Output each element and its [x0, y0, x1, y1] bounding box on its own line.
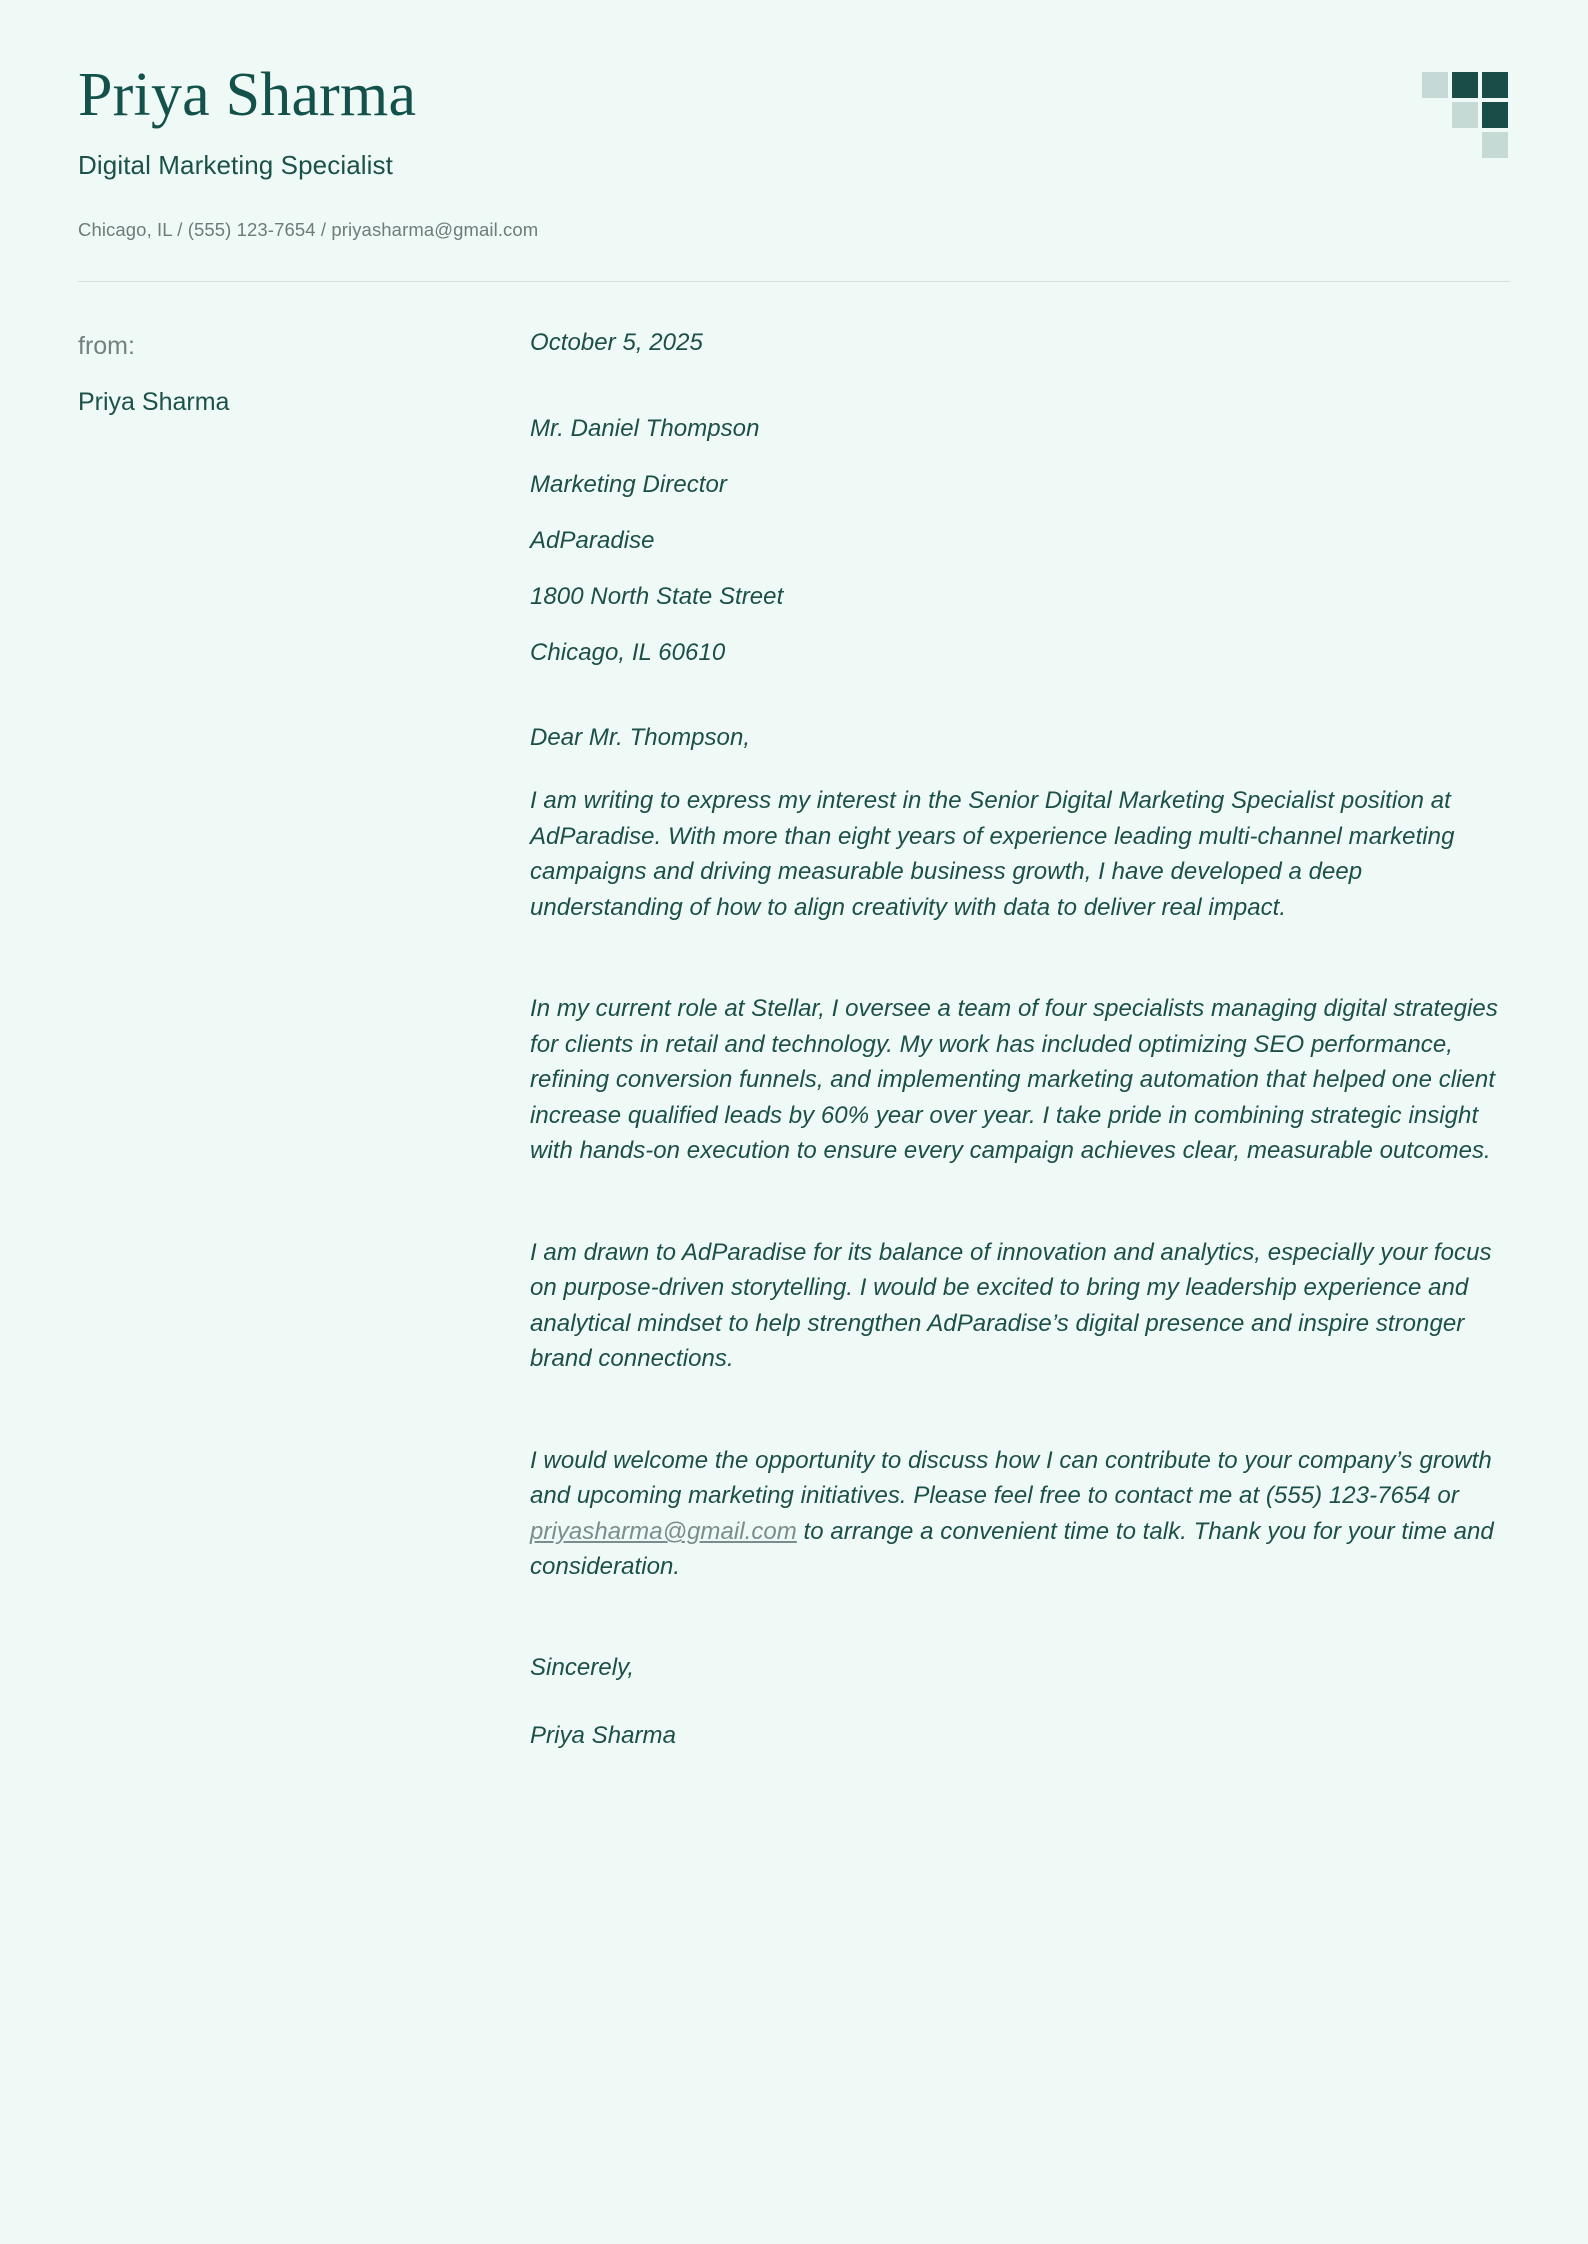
signature-name: Priya Sharma [530, 1721, 676, 1749]
sender-column [78, 326, 530, 1754]
recipient-street: 1800 North State Street [530, 582, 784, 610]
logo-square-dark [1452, 72, 1478, 98]
body-paragraph-4 [530, 1443, 1510, 1585]
logo-square-light [1452, 102, 1478, 128]
recipient-title: Marketing Director [530, 471, 727, 499]
recipient-company: AdParadise [530, 527, 655, 555]
salutation: Dear Mr. Thompson, [530, 724, 751, 752]
recipient-name: Mr. Daniel Thompson [530, 415, 760, 443]
from-name: Priya Sharma [78, 388, 230, 417]
logo-square-light [1482, 132, 1508, 158]
closing-salutation: Sincerely, [530, 1653, 635, 1681]
from-label: from: [78, 331, 135, 360]
letter-body [0, 326, 1588, 1754]
closing-paragraph-text-before: I would welcome the opportunity to discuss how I can contribute to your company’s growth and upcoming marketing initiatives. Please feel free to contact me at (555) 123-7654 or [530, 1446, 1492, 1510]
closing-paragraph-text-after: to arrange a convenient time to talk. Thank you for your time and consideration. [530, 1517, 1494, 1581]
page-title: Priya Sharma [78, 61, 417, 129]
signature-block [530, 1651, 1510, 1754]
logo-square-dark [1482, 72, 1508, 98]
header-divider [78, 281, 1510, 282]
logo-square-dark [1482, 102, 1508, 128]
body-paragraph-3: I am drawn to AdParadise for its balance of innovation and analytics, especially your focus on purpose-driven storytelling. I would be excited to bring my leadership experience and analytical mindset to help strengthen AdParadise’s digital presence and inspire stronger brand connections. [530, 1238, 1492, 1373]
email-link[interactable]: priyasharma@gmail.com [530, 1517, 797, 1545]
recipient-city: Chicago, IL 60610 [530, 638, 726, 666]
logo-square-light [1422, 72, 1448, 98]
body-paragraph-2: In my current role at Stellar, I oversee a team of four specialists managing digital strategies for clients in retail and technology. My work has included optimizing SEO performance, refining conversion funnels, and implementing marketing automation that helped one client increase qualified leads by 60% year over year. I take pride in combining strategic insight with hands-on execution to ensure every campaign achieves clear, measurable outcomes. [530, 995, 1498, 1165]
letter-content-column [530, 326, 1510, 1754]
recipient-address-block [530, 412, 1510, 670]
letter-header [0, 0, 1588, 243]
job-title: Digital Marketing Specialist [78, 149, 393, 180]
brand-logo-mark [1422, 72, 1510, 184]
body-paragraph-1: I am writing to express my interest in the Senior Digital Marketing Specialist position at AdParadise. With more than eight years of experience leading multi-channel marketing campaigns and driving measurable business growth, I have developed a deep understanding of how to align creativity with data to deliver real impact. [530, 787, 1455, 921]
letter-date: October 5, 2025 [530, 328, 703, 356]
contact-info-line: Chicago, IL / (555) 123-7654 / priyasharma@gmail.com [78, 218, 539, 240]
